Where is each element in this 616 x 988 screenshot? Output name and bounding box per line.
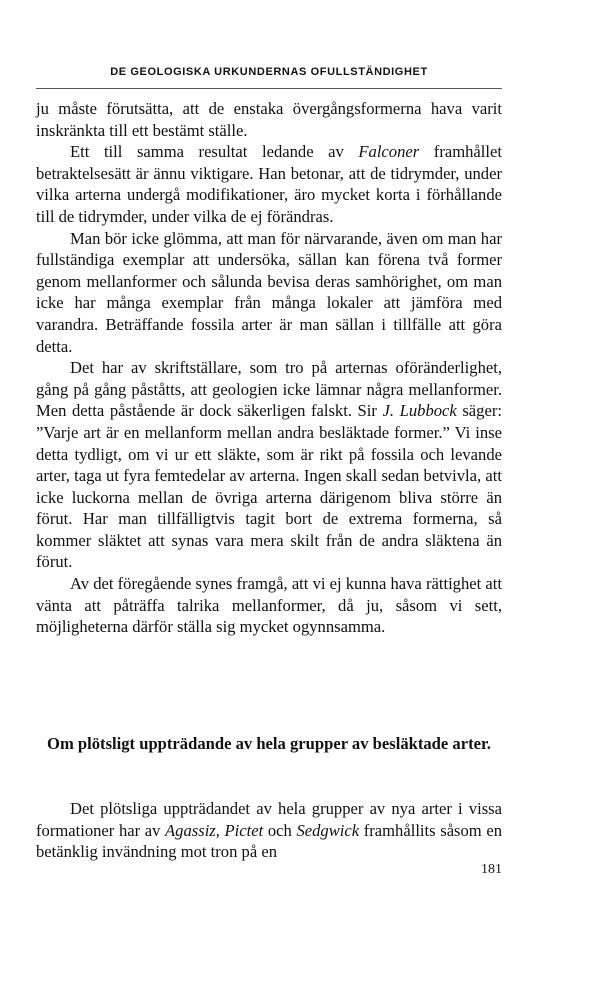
section-paragraph-text-b: och [263, 820, 297, 840]
paragraph-5 [36, 573, 502, 638]
author-name-falconer: Falconer [358, 142, 420, 162]
author-name-lubbock: J. Lubbock [382, 401, 457, 421]
paragraph-2-text-b: framhållet betraktelsesätt är ännu viktigare. Han betonar, att de tidrymder, under vilka arterna undergå modifikationer, äro mycket korta i förhållande till de tidrymder, under vilka de ej förändras. [36, 142, 502, 226]
paragraph-1 [36, 98, 502, 141]
header-rule [36, 88, 502, 89]
paragraph-2 [36, 141, 502, 227]
section-paragraph [36, 798, 502, 863]
paragraph-4-text-a: Det har av skriftställare, som tro på arternas oföränderlighet, gång på gång påståtts, att geologien icke lämnar några mellanformer. Men detta påstående är dock säkerligen falskt. Sir [36, 358, 502, 421]
paragraph-3-text: Man bör icke glömma, att man för närvarande, även om man har fullständiga exemplar att undersöka, sällan kan förena två former genom mellanformer och sålunda bevisa deras samhörighet, om man icke har många exemplar från många lokaler att jämföra med varandra. Beträffande fossila arter är man sällan i tillfälle att göra detta. [36, 228, 502, 356]
body-text [36, 98, 502, 638]
paragraph-5-text: Av det föregående synes framgå, att vi ej kunna hava rättighet att vänta att påträffa talrika mellanformer, då ju, såsom vi sett, möjligheterna därför ställa sig mycket ogynnsamma. [36, 574, 502, 637]
section-paragraph-text-c: framhållits såsom en betänklig invändning mot tron på en [36, 820, 502, 862]
page-number: 181 [481, 862, 502, 877]
paragraph-2-text-a: Ett till samma resultat ledande av [70, 142, 359, 162]
section-heading: Om plötsligt uppträdande av hela grupper av besläktade arter. [47, 734, 491, 753]
author-name-sedgwick: Sedgwick [296, 820, 360, 840]
paragraph-3 [36, 228, 502, 358]
section-paragraph-text-a: Det plötsliga uppträdandet av hela grupper av nya arter i vissa formationer har av [36, 799, 502, 840]
paragraph-4-text-b: säger: ”Varje art är en mellanform mellan andra besläktade former.” Vi inse detta tydligt, om vi ur ett släkte, som är rikt på fossila och levande arter, taga ut fyra femtedelar av arterna. Ingen skall sedan betvivla, att icke luckorna mellan de övriga arterna därigenom bliva större än förut. Har man tillfälligtvis tagit bort de extrema formerna, så kommer släktet att synas vara mera skilt från de andra släktena än förut. [36, 401, 502, 572]
paragraph-4 [36, 357, 502, 573]
section-body [36, 798, 502, 863]
running-head: DE GEOLOGISKA URKUNDERNAS OFULLSTÄNDIGHET [110, 66, 428, 78]
paragraph-1-text: ju måste förutsätta, att de enstaka övergångsformerna hava varit inskränkta till ett bestämt ställe. [36, 99, 502, 140]
author-names-agassiz-pictet: Agassiz, Pictet [165, 820, 264, 840]
